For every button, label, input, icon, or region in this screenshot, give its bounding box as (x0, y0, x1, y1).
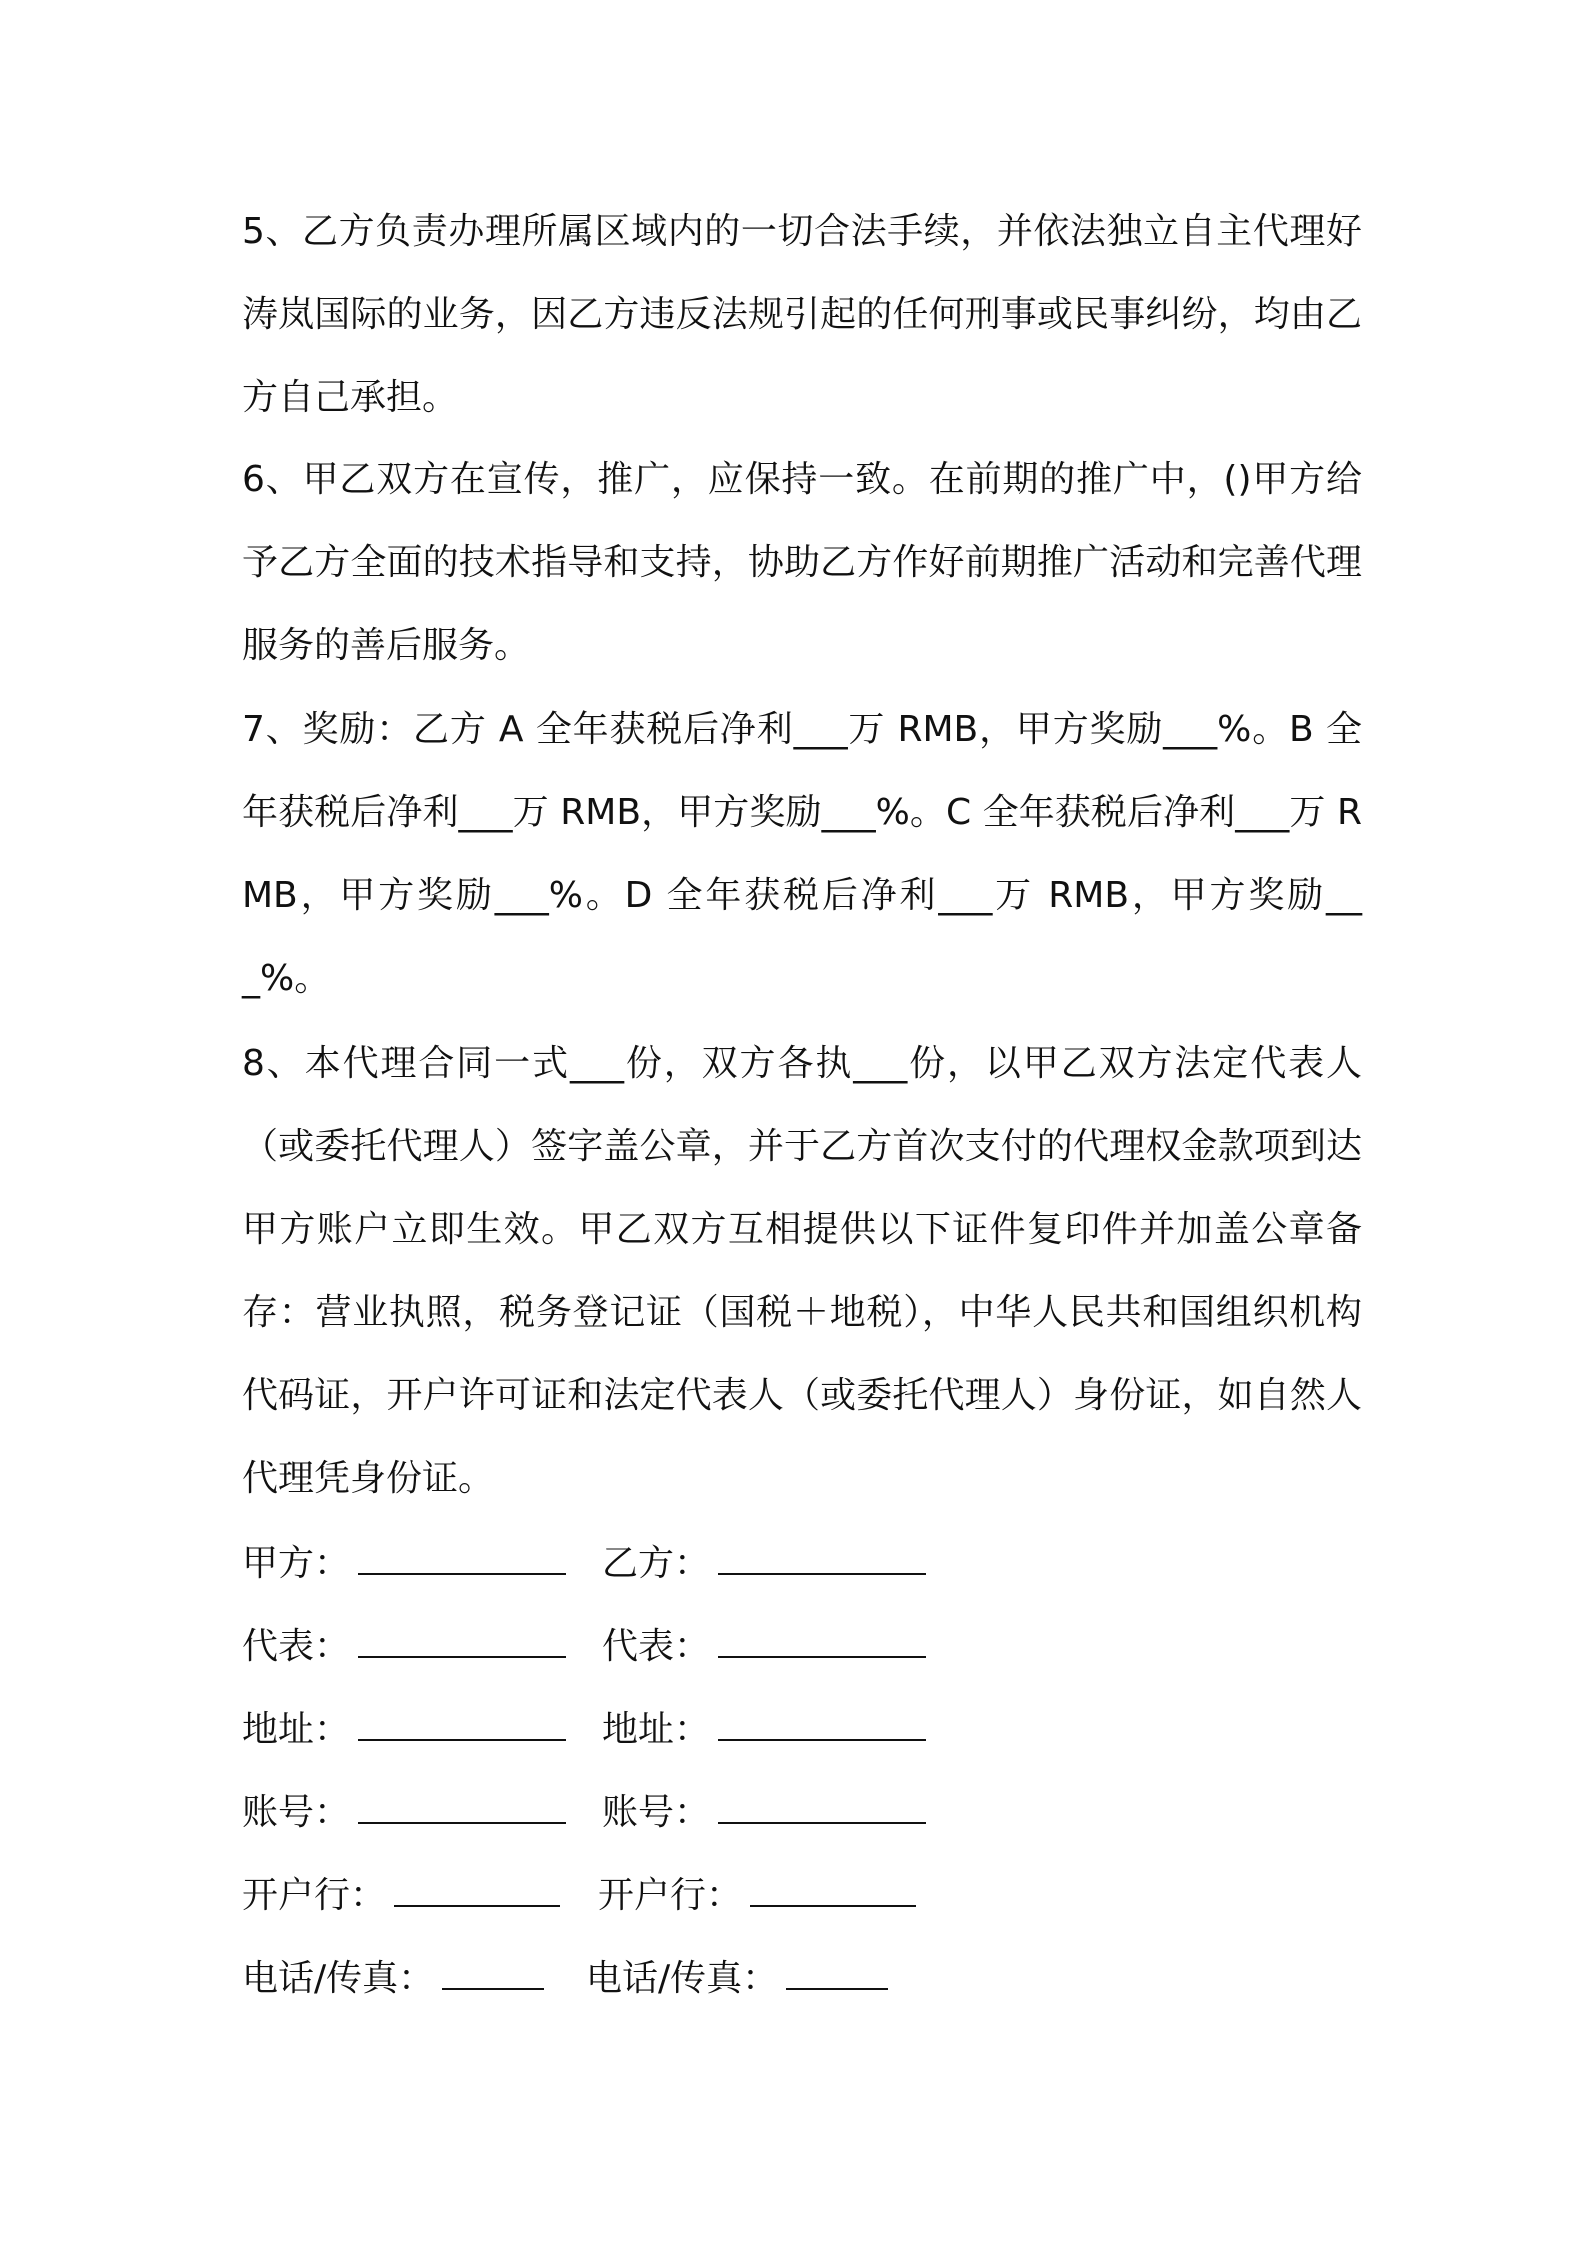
party-b-account-blank (718, 1794, 926, 1824)
party-b-account-field (602, 1771, 926, 1854)
signature-row-representative (242, 1605, 1362, 1688)
party-a-field (242, 1522, 566, 1605)
party-b-account-label: 账号： (602, 1792, 711, 1833)
party-a-bank-blank (394, 1877, 560, 1907)
party-b-label: 乙方： (602, 1543, 711, 1584)
party-a-account-label: 账号： (242, 1792, 351, 1833)
party-a-account-field (242, 1771, 566, 1854)
party-a-address-field (242, 1688, 566, 1771)
signature-row-phone-fax (242, 1937, 1362, 2020)
party-b-phone-fax-label: 电话/传真： (586, 1958, 779, 1999)
party-b-phone-fax-blank (786, 1960, 888, 1990)
party-b-address-label: 地址： (602, 1709, 711, 1750)
party-a-representative-label: 代表： (242, 1626, 351, 1667)
clause-5: 5、乙方负责办理所属区域内的一切合法手续，并依法独立自主代理好涛岚国际的业务，因乙方违反法规引起的任何刑事或民事纠纷，均由乙方自己承担。 (242, 211, 1362, 418)
signature-row-account (242, 1771, 1362, 1854)
party-a-phone-fax-field (242, 1937, 544, 2020)
party-a-phone-fax-label: 电话/传真： (242, 1958, 435, 1999)
clause-8: 8、本代理合同一式___份，双方各执___份，以甲乙双方法定代表人（或委托代理人）签字盖公章，并于乙方首次支付的代理权金款项到达甲方账户立即生效。甲乙双方互相提供以下证件复印件并加盖公章备存：营业执照，税务登记证（国税＋地税），中华人民共和国组织机构代码证，开户许可证和法定代表人（或委托代理人）身份证，如自然人代理凭身份证。 (242, 1043, 1362, 1499)
party-a-address-label: 地址： (242, 1709, 351, 1750)
clause-7: 7、奖励：乙方 A 全年获税后净利___万 RMB，甲方奖励___%。B 全年获税后净利___万 RMB，甲方奖励___%。C 全年获税后净利___万 RMB，甲方奖励___%。D 全年获税后净利___万 RMB，甲方奖励___%。 (242, 709, 1362, 999)
party-b-representative-blank (718, 1628, 926, 1658)
party-a-representative-field (242, 1605, 566, 1688)
party-b-address-field (602, 1688, 926, 1771)
party-a-account-blank (358, 1794, 566, 1824)
signature-row-bank (242, 1854, 1362, 1937)
signature-row-party (242, 1522, 1362, 1605)
party-a-phone-fax-blank (442, 1960, 544, 1990)
party-b-blank (718, 1545, 926, 1575)
party-b-bank-blank (750, 1877, 916, 1907)
signature-row-address (242, 1688, 1362, 1771)
party-b-bank-field (598, 1854, 916, 1937)
party-b-bank-label: 开户行： (598, 1875, 743, 1916)
party-b-field (602, 1522, 926, 1605)
party-b-representative-label: 代表： (602, 1626, 711, 1667)
clause-6: 6、甲乙双方在宣传，推广，应保持一致。在前期的推广中，()甲方给予乙方全面的技术指导和支持，协助乙方作好前期推广活动和完善代理服务的善后服务。 (242, 459, 1362, 666)
party-a-bank-label: 开户行： (242, 1875, 387, 1916)
party-a-representative-blank (358, 1628, 566, 1658)
party-b-representative-field (602, 1605, 926, 1688)
party-a-blank (358, 1545, 566, 1575)
party-a-address-blank (358, 1711, 566, 1741)
party-a-bank-field (242, 1854, 560, 1937)
party-b-phone-fax-field (586, 1937, 888, 2020)
party-a-label: 甲方： (242, 1543, 351, 1584)
party-b-address-blank (718, 1711, 926, 1741)
